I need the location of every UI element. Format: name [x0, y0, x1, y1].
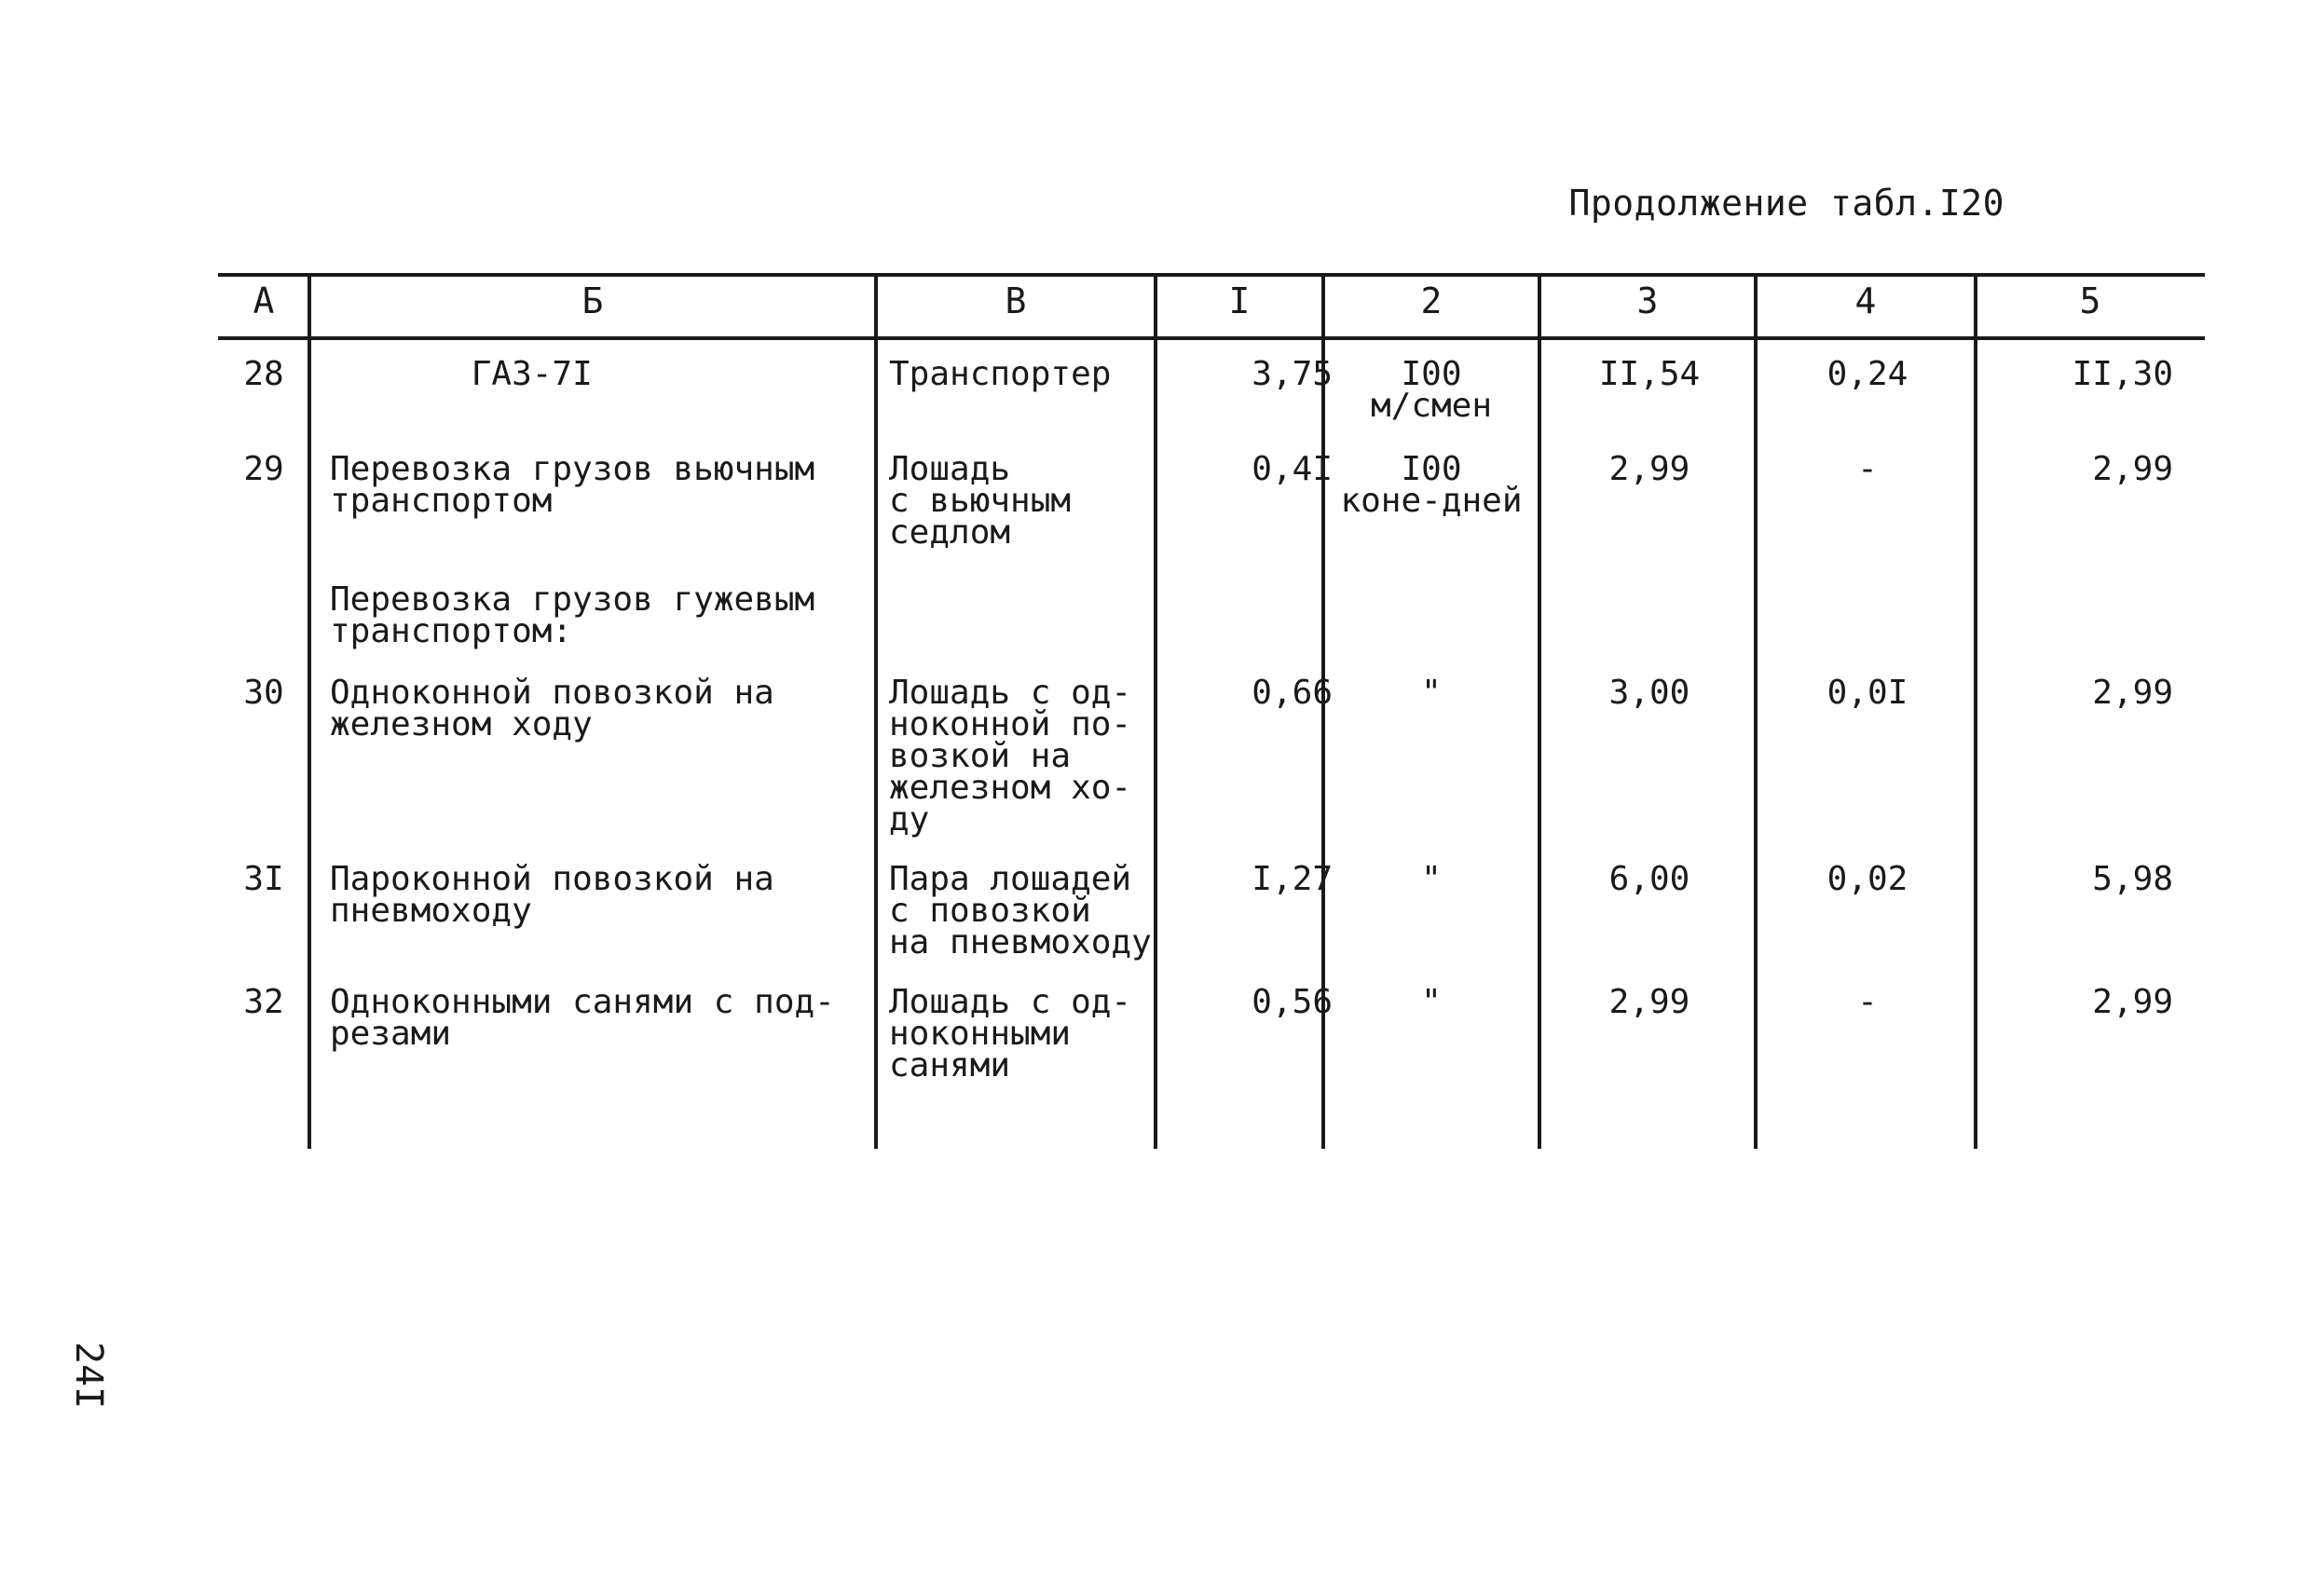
- header-col-4: 4: [1854, 280, 1877, 321]
- value-col-5: 5,98: [2092, 860, 2173, 898]
- work-description: ГАЗ-7I: [330, 355, 593, 393]
- unit-col-2: ": [1421, 674, 1442, 712]
- section-heading: Перевозка грузов гужевым транспортом:: [330, 580, 815, 650]
- work-description: Пароконной повозкой на пневмоходу: [330, 860, 774, 930]
- value-col-3: 3,00: [1608, 674, 1690, 712]
- value-col-5: II,30: [2072, 355, 2173, 393]
- value-col-5: 2,99: [2092, 983, 2173, 1021]
- row-number: 29: [243, 450, 284, 488]
- work-description: Одноконной повозкой на железном ходу: [330, 674, 774, 743]
- value-col-1: 0,66: [1252, 674, 1333, 712]
- table-top-rule: [218, 273, 2205, 277]
- page-number: 24I: [67, 1342, 110, 1410]
- header-col-2: 2: [1420, 280, 1443, 321]
- value-col-4: -: [1857, 450, 1878, 488]
- table-header-rule: [218, 336, 2205, 340]
- header-col-a: А: [253, 280, 275, 321]
- row-number: 32: [243, 983, 284, 1021]
- unit-col-2: I00 м/смен: [1370, 355, 1493, 425]
- value-col-5: 2,99: [2092, 674, 2173, 712]
- unit-col-2: ": [1421, 983, 1442, 1021]
- value-col-1: 0,56: [1252, 983, 1333, 1021]
- work-description: Перевозка грузов вьючным транспортом: [330, 450, 815, 520]
- header-col-5: 5: [2079, 280, 2101, 321]
- work-description: Одноконными санями с под- резами: [330, 983, 835, 1053]
- header-col-1: I: [1228, 280, 1251, 321]
- value-col-1: I,27: [1252, 860, 1333, 898]
- equipment: Транспортер: [889, 355, 1112, 393]
- row-number: 28: [243, 355, 284, 393]
- equipment: Лошадь с од- ноконной по- возкой на железном хо- ду: [889, 674, 1132, 839]
- value-col-4: -: [1857, 983, 1878, 1021]
- equipment: Пара лошадей с повозкой на пневмоходу: [889, 860, 1152, 962]
- value-col-1: 3,75: [1252, 355, 1333, 393]
- value-col-3: 2,99: [1608, 450, 1690, 488]
- value-col-1: 0,4I: [1252, 450, 1333, 488]
- value-col-3: 2,99: [1608, 983, 1690, 1021]
- value-col-4: 0,02: [1826, 860, 1908, 898]
- table-caption: Продолжение табл.I20: [1568, 183, 2004, 224]
- unit-col-2: I00 коне-дней: [1340, 450, 1523, 520]
- row-number: 30: [243, 674, 284, 712]
- value-col-3: II,54: [1598, 355, 1701, 393]
- value-col-3: 6,00: [1608, 860, 1690, 898]
- value-col-5: 2,99: [2092, 450, 2173, 488]
- equipment: Лошадь с вьючным седлом: [889, 450, 1072, 552]
- column-divider: [874, 273, 878, 1149]
- header-col-v: В: [1005, 280, 1027, 321]
- row-number: 3I: [243, 860, 284, 898]
- value-col-4: 0,0I: [1826, 674, 1908, 712]
- value-col-4: 0,24: [1826, 355, 1908, 393]
- header-col-3: 3: [1636, 280, 1659, 321]
- unit-col-2: ": [1421, 860, 1442, 898]
- equipment: Лошадь с од- ноконными санями: [889, 983, 1132, 1084]
- header-col-b: Б: [581, 280, 604, 321]
